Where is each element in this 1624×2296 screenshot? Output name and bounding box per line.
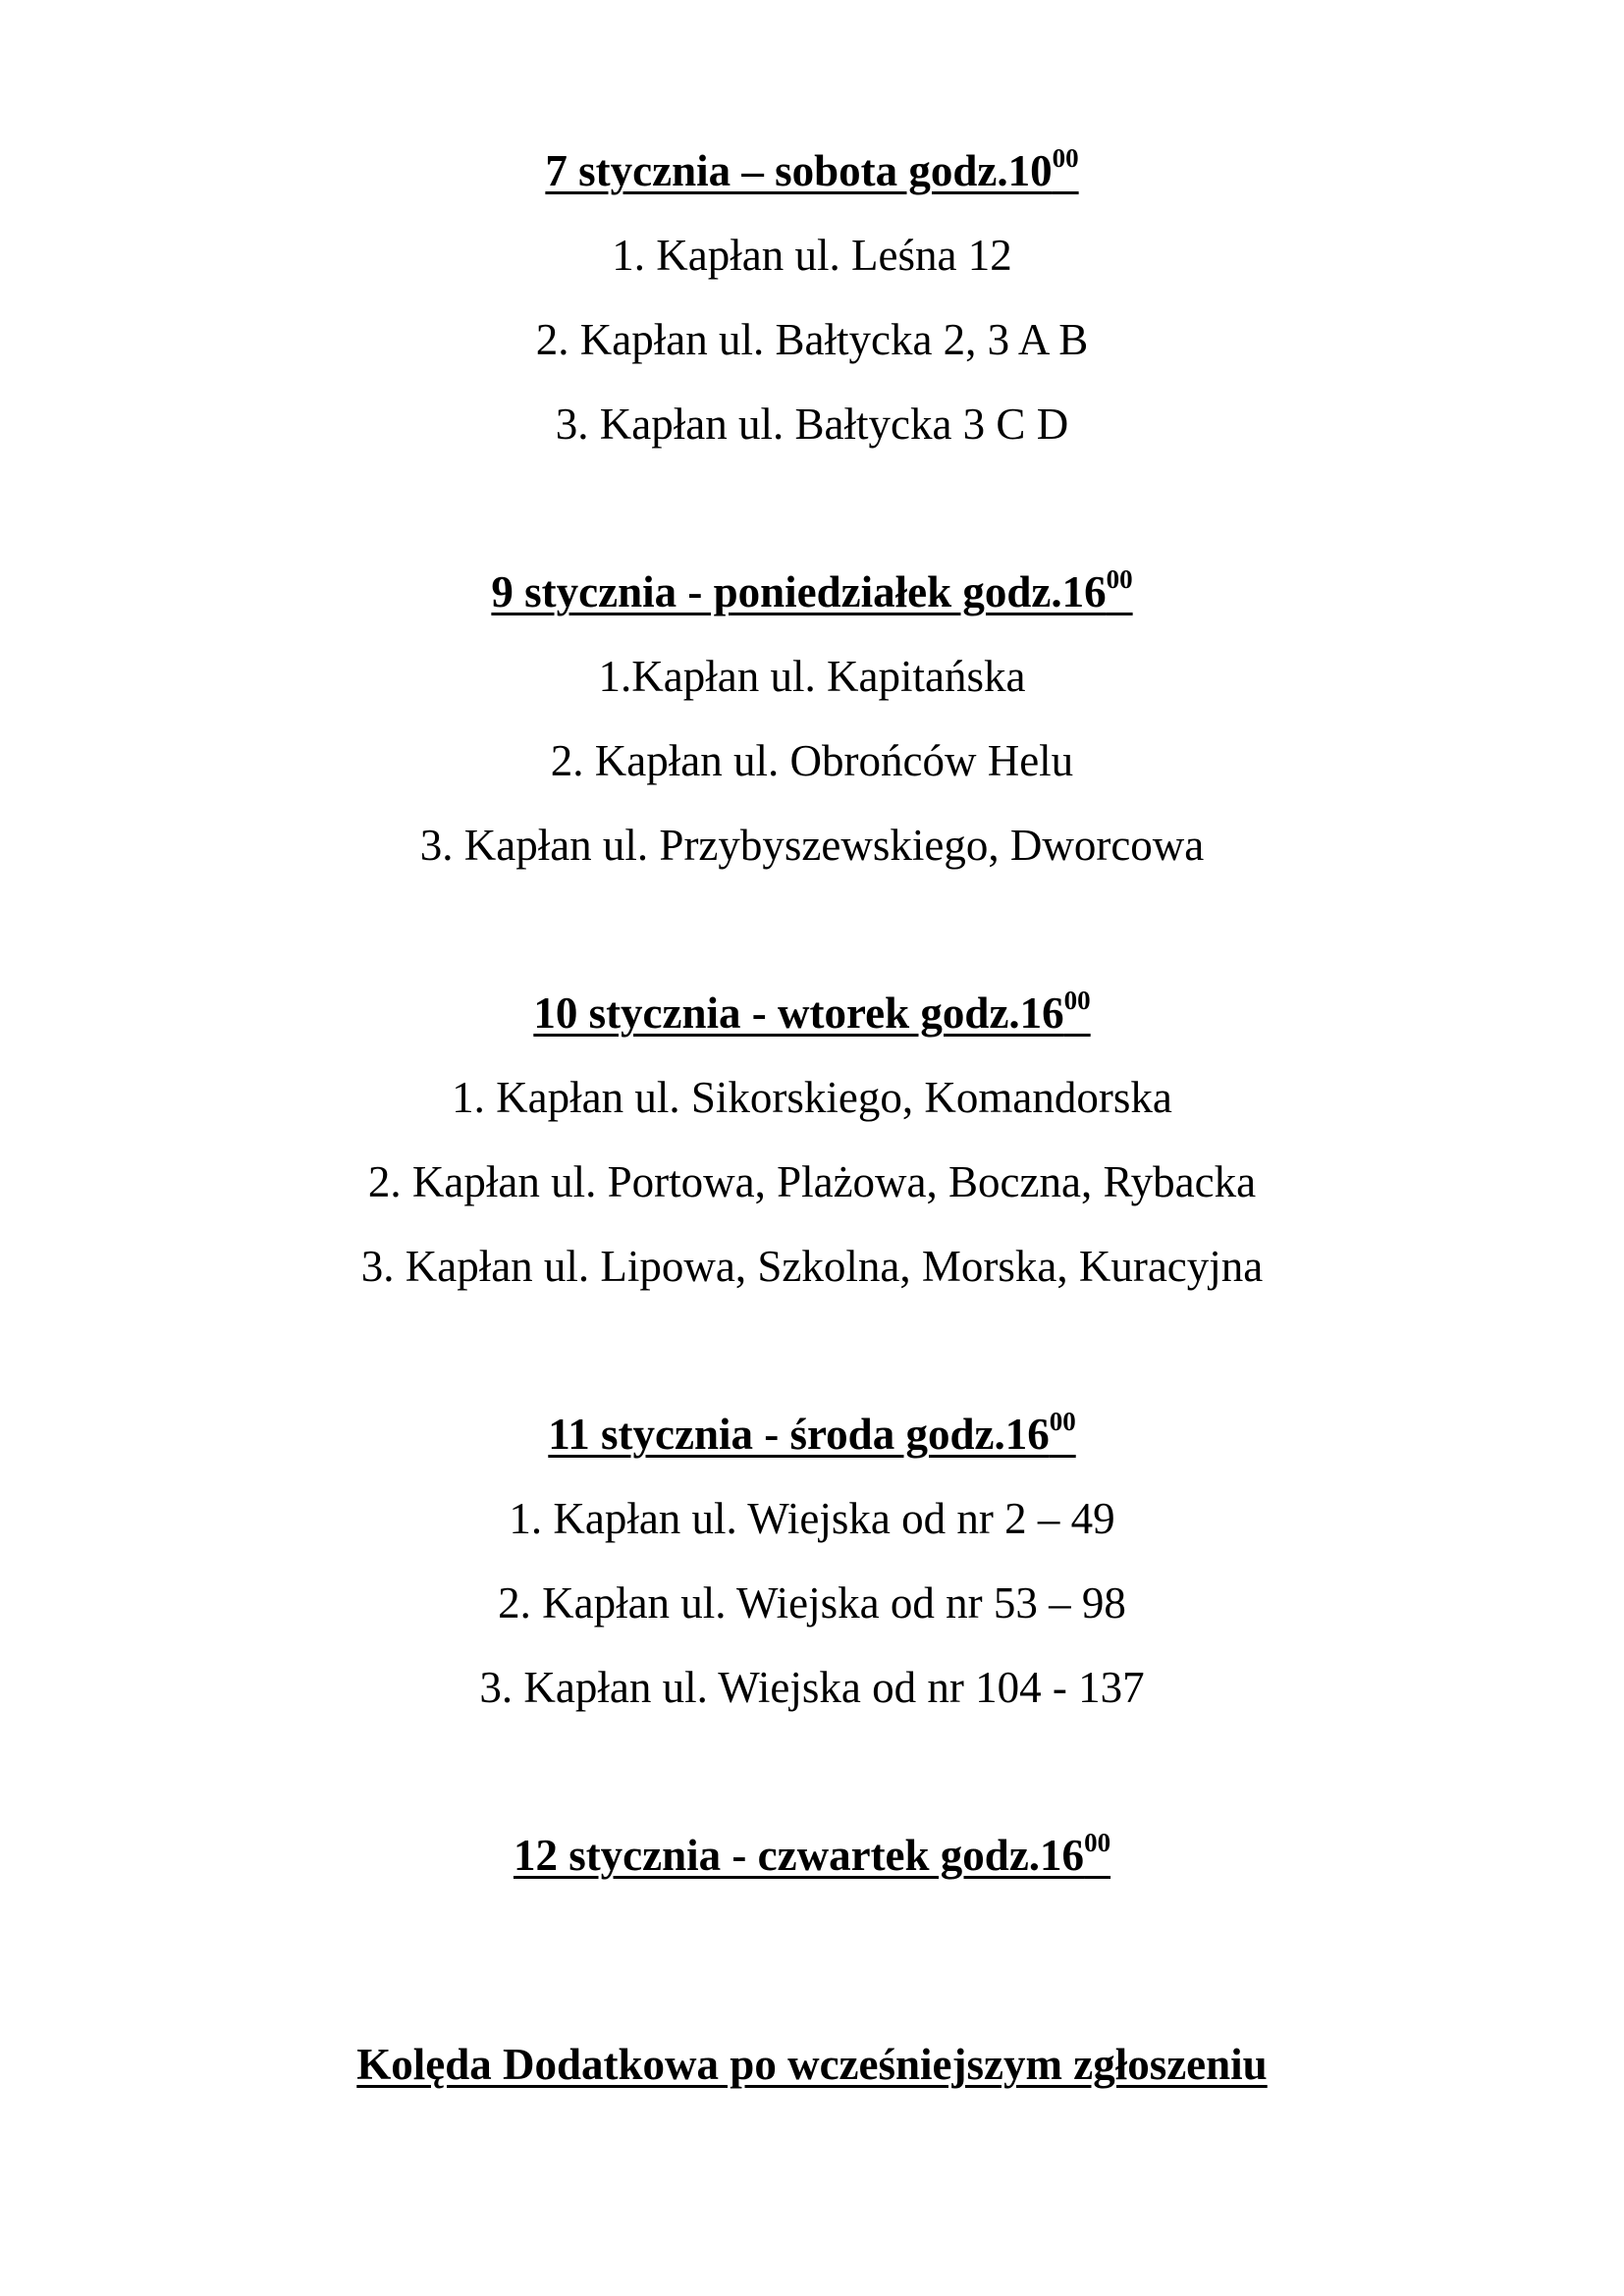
heading-text-wrap bbox=[548, 1407, 1076, 1459]
section-jan-11 bbox=[0, 1392, 1624, 1730]
section-jan-9 bbox=[0, 550, 1624, 887]
heading-text: 9 stycznia - poniedziałek godz.16 bbox=[491, 567, 1107, 616]
additional-visit-note bbox=[0, 2022, 1624, 2107]
heading-text: 7 stycznia – sobota godz.10 bbox=[545, 146, 1053, 195]
list-item: 2. Kapłan ul. Bałtycka 2, 3 A B bbox=[535, 315, 1089, 364]
list-item: 1.Kapłan ul. Kapitańska bbox=[598, 652, 1026, 701]
section-heading bbox=[0, 971, 1624, 1055]
heading-text-wrap bbox=[491, 564, 1133, 616]
list-item: 1. Kapłan ul. Wiejska od nr 2 – 49 bbox=[509, 1494, 1115, 1543]
hour-superscript: 00 bbox=[1063, 986, 1091, 1015]
list-item: 2. Kapłan ul. Wiejska od nr 53 – 98 bbox=[498, 1578, 1126, 1628]
section-jan-10 bbox=[0, 971, 1624, 1308]
list-item: 2. Kapłan ul. Portowa, Plażowa, Boczna, Rybacka bbox=[367, 1157, 1257, 1206]
heading-text-wrap bbox=[545, 143, 1079, 195]
heading-text: 12 stycznia - czwartek godz.16 bbox=[513, 1831, 1085, 1880]
heading-text: 11 stycznia - środa godz.16 bbox=[548, 1410, 1050, 1459]
footer-text: Kolęda Dodatkowa po wcześniejszym zgłoszeniu bbox=[356, 2040, 1268, 2089]
footer-heading bbox=[0, 2022, 1624, 2107]
list-item: 3. Kapłan ul. Przybyszewskiego, Dworcowa bbox=[419, 821, 1205, 870]
heading-text-wrap bbox=[533, 988, 1090, 1038]
hour-superscript: 00 bbox=[1049, 1407, 1076, 1436]
section-heading bbox=[0, 1813, 1624, 1897]
list-item: 2. Kapłan ul. Obrońców Helu bbox=[550, 736, 1074, 785]
list-item: 1. Kapłan ul. Leśna 12 bbox=[612, 231, 1012, 280]
section-heading bbox=[0, 1392, 1624, 1476]
list-item: 1. Kapłan ul. Sikorskiego, Komandorska bbox=[452, 1073, 1172, 1122]
list-item: 3. Kapłan ul. Lipowa, Szkolna, Morska, Kuracyjna bbox=[360, 1242, 1264, 1291]
section-jan-7 bbox=[0, 129, 1624, 466]
heading-text-wrap bbox=[513, 1828, 1111, 1880]
section-heading bbox=[0, 550, 1624, 634]
hour-superscript: 00 bbox=[1084, 1828, 1111, 1857]
section-heading bbox=[0, 129, 1624, 213]
section-jan-12 bbox=[0, 1813, 1624, 1897]
hour-superscript: 00 bbox=[1106, 564, 1133, 594]
hour-superscript: 00 bbox=[1052, 143, 1079, 173]
heading-text: 10 stycznia - wtorek godz.16 bbox=[533, 988, 1064, 1038]
list-item: 3. Kapłan ul. Wiejska od nr 104 - 137 bbox=[479, 1663, 1145, 1712]
list-item: 3. Kapłan ul. Bałtycka 3 C D bbox=[555, 400, 1069, 449]
